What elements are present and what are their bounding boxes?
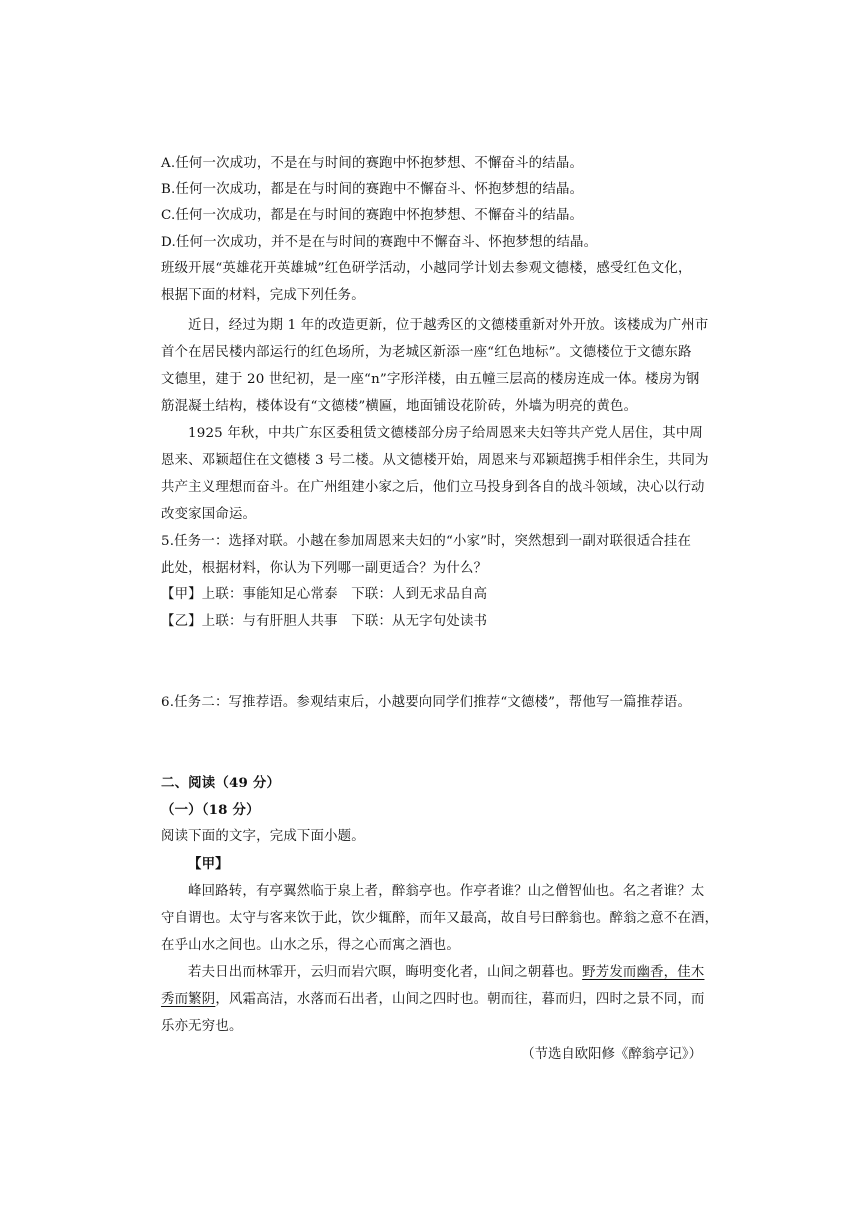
reading-p1-line-1: 峰回路转，有亭翼然临于泉上者，醉翁亭也。作亭者谁？山之僧智仙也。名之者谁？太 <box>188 884 705 899</box>
reading-p2-line-1 <box>188 963 704 983</box>
reading-instruction: 阅读下面的文字，完成下面小题。 <box>161 829 365 844</box>
material1-line-4: 筋混凝土结构，楼体设有“文德楼”横匾，地面铺设花阶砖，外墙为明亮的黄色。 <box>161 399 638 414</box>
reading-p2-line-3: 乐亦无穷也。 <box>161 1019 243 1034</box>
intro-line-1: 班级开展“英雄花开英雄城”红色研学活动，小越同学计划去参观文德楼，感受红色文化， <box>161 261 692 276</box>
material2-line-1: 1925 年秋，中共广东区委租赁文德楼部分房子给周恩来夫妇等共产党人居住，其中周 <box>188 426 704 441</box>
reading-p2-line-1-plain: 若夫日出而林霏开，云归而岩穴暝，晦明变化者，山间之朝暮也。 <box>188 965 583 980</box>
reading-p1-line-2: 守自谓也。太守与客来饮于此，饮少辄醉，而年又最高，故自号曰醉翁也。醉翁之意不在酒， <box>161 911 719 926</box>
couplet-jia: 【甲】上联：事能知足心常泰 下联：人到无求品自高 <box>161 587 488 602</box>
task5-line-1: 5.任务一：选择对联。小越在参加周恩来夫妇的“小家”时，突然想到一副对联很适合挂在 <box>161 534 692 549</box>
reading-p2-line-2 <box>161 990 705 1010</box>
material1-line-2: 首个在居民楼内部运行的红色场所，为老城区新添一座“红色地标”。文德楼位于文德东路 <box>161 345 692 360</box>
material1-line-3: 文德里，建于 20 世纪初，是一座“n”字形洋楼，由五幢三层高的楼房连成一体。楼房为钢 <box>161 372 700 387</box>
option-d: D.任何一次成功，并不是在与时间的赛跑中不懈奋斗、怀抱梦想的结晶。 <box>161 235 598 250</box>
material2-line-3: 共产主义理想而奋斗。在广州组建小家之后，他们立马投身到各自的战斗领域，决心以行动 <box>161 480 705 495</box>
option-c: C.任何一次成功，都是在与时间的赛跑中怀抱梦想、不懈奋斗的结晶。 <box>161 208 584 223</box>
reading-p2-line-1-underlined: 野芳发而幽香，佳木 <box>582 965 705 980</box>
task5-line-2: 此处，根据材料，你认为下列哪一副更适合？为什么？ <box>161 561 488 576</box>
material1-line-1: 近日，经过为期 1 年的改造更新，位于越秀区的文德楼重新对外开放。该楼成为广州市 <box>188 318 709 333</box>
couplet-yi: 【乙】上联：与有肝胆人共事 下联：从无字句处读书 <box>161 614 488 629</box>
material2-line-2: 恩来、邓颖超住在文德楼 3 号二楼。从文德楼开始，周恩来与邓颖超携手相伴余生，共同为 <box>161 453 709 468</box>
task6-line-1: 6.任务二：写推荐语。参观结束后，小越要向同学们推荐“文德楼”，帮他写一篇推荐语。 <box>161 695 692 710</box>
intro-line-2: 根据下面的材料，完成下列任务。 <box>161 288 365 303</box>
material2-line-4: 改变家国命运。 <box>161 507 257 522</box>
reading-p2-line-2-underlined: 秀而繁阴 <box>161 992 216 1007</box>
reading-sub-heading: （一）（18 分） <box>161 802 260 818</box>
option-a: A.任何一次成功，不是在与时间的赛跑中怀抱梦想、不懈奋斗的结晶。 <box>161 156 584 171</box>
reading-p2-line-2-plain: ，风霜高洁，水落而石出者，山间之四时也。朝而往，暮而归，四时之景不同，而 <box>215 992 705 1007</box>
jia-label: 【甲】 <box>188 856 229 872</box>
option-b: B.任何一次成功，都是在与时间的赛跑中不懈奋斗、怀抱梦想的结晶。 <box>161 182 584 197</box>
reading-heading: 二、阅读（49 分） <box>161 775 281 791</box>
source-citation: （节选自欧阳修《醉翁亭记》） <box>521 1047 702 1062</box>
reading-p1-line-3: 在乎山水之间也。山水之乐，得之心而寓之酒也。 <box>161 938 460 953</box>
